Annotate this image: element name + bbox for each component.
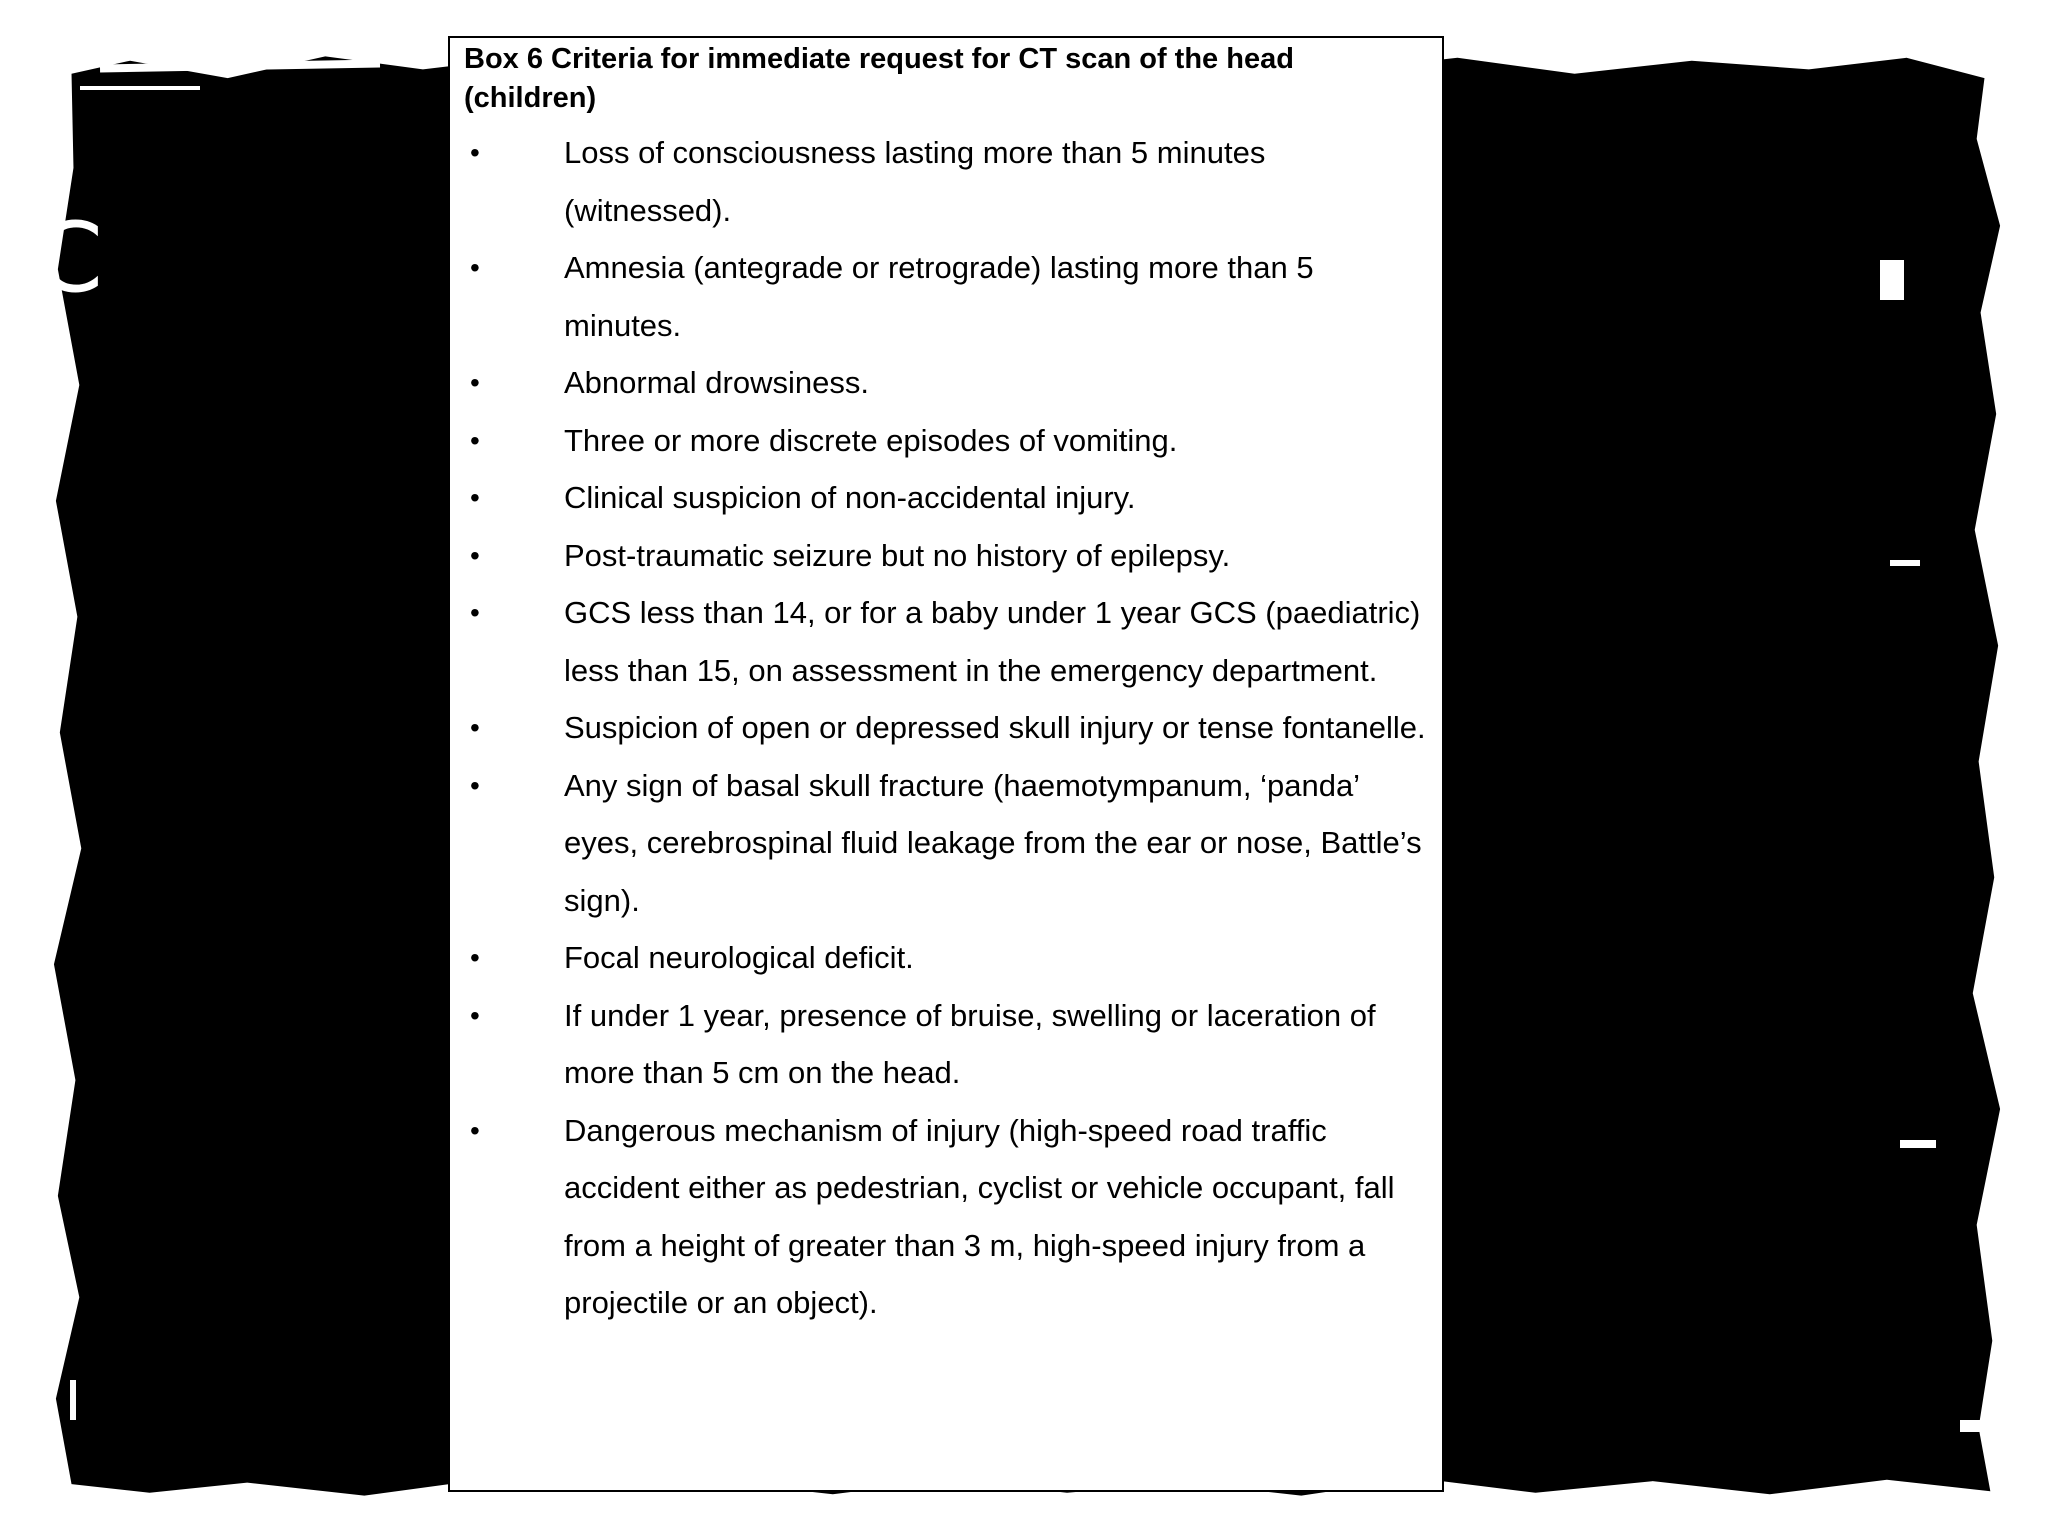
list-item-text: Loss of consciousness lasting more than 5 minutes (witnessed). [564,135,1266,228]
criteria-box [448,36,1444,1492]
bullet-icon: • [470,252,480,283]
bullet-icon: • [470,482,480,513]
bullet-icon: • [470,999,480,1031]
list-item-text: Amnesia (antegrade or retrograde) lasting more than 5 minutes. [564,250,1314,343]
list-item [464,527,1432,585]
bullet-icon: • [470,769,480,801]
list-item-text: Abnormal drowsiness. [564,365,869,400]
slide-title-fragment: C [36,202,104,314]
list-item-text: Dangerous mechanism of injury (high-speed road traffic accident either as pedestrian, cyclist or vehicle occupant, fall from a height of greater than 3 m, high-speed injury from a projectile or an object). [564,1112,1395,1320]
list-item [464,412,1432,470]
list-item [464,584,1432,699]
list-item-text: Suspicion of open or depressed skull injury or tense fontanelle. [564,710,1426,745]
bullet-icon: • [470,712,480,743]
list-item-text: Three or more discrete episodes of vomiting. [564,422,1178,458]
list-item [464,929,1432,987]
bullet-icon: • [470,597,480,628]
list-item [464,239,1432,354]
bullet-icon: • [470,137,480,168]
bullet-icon: • [470,424,480,456]
list-item [464,469,1432,527]
list-item-text: Post-traumatic seizure but no history of epilepsy. [564,537,1231,573]
list-item [464,987,1432,1102]
list-item [464,124,1432,239]
scratch-mark [1890,560,1920,566]
list-item-text: Any sign of basal skull fracture (haemotympanum, ‘panda’ eyes, cerebrospinal fluid leakage from the ear or nose, Battle’s sign). [564,767,1422,918]
list-item-text: If under 1 year, presence of bruise, swelling or laceration of more than 5 cm on the head. [564,997,1376,1090]
scratch-mark [1880,260,1904,300]
list-item [464,354,1432,412]
bullet-icon: • [470,942,480,973]
scratch-mark [80,86,200,90]
list-item [464,1102,1432,1332]
list-item [464,757,1432,930]
bullet-icon: • [470,367,480,398]
list-item-text: GCS less than 14, or for a baby under 1 year GCS (paediatric) less than 15, on assessment in the emergency department. [564,595,1421,688]
list-item-text: Clinical suspicion of non-accidental injury. [564,480,1136,515]
scratch-mark [70,1380,76,1420]
list-item-text: Focal neurological deficit. [564,940,914,975]
box-title: Box 6 Criteria for immediate request for CT scan of the head (children) [464,43,1294,114]
list-item [464,699,1432,757]
scratch-mark [1900,1140,1936,1148]
scratch-mark [1960,1420,1990,1432]
bullet-icon: • [470,1114,480,1146]
bullet-icon: • [470,539,480,571]
criteria-list [464,124,1432,1332]
